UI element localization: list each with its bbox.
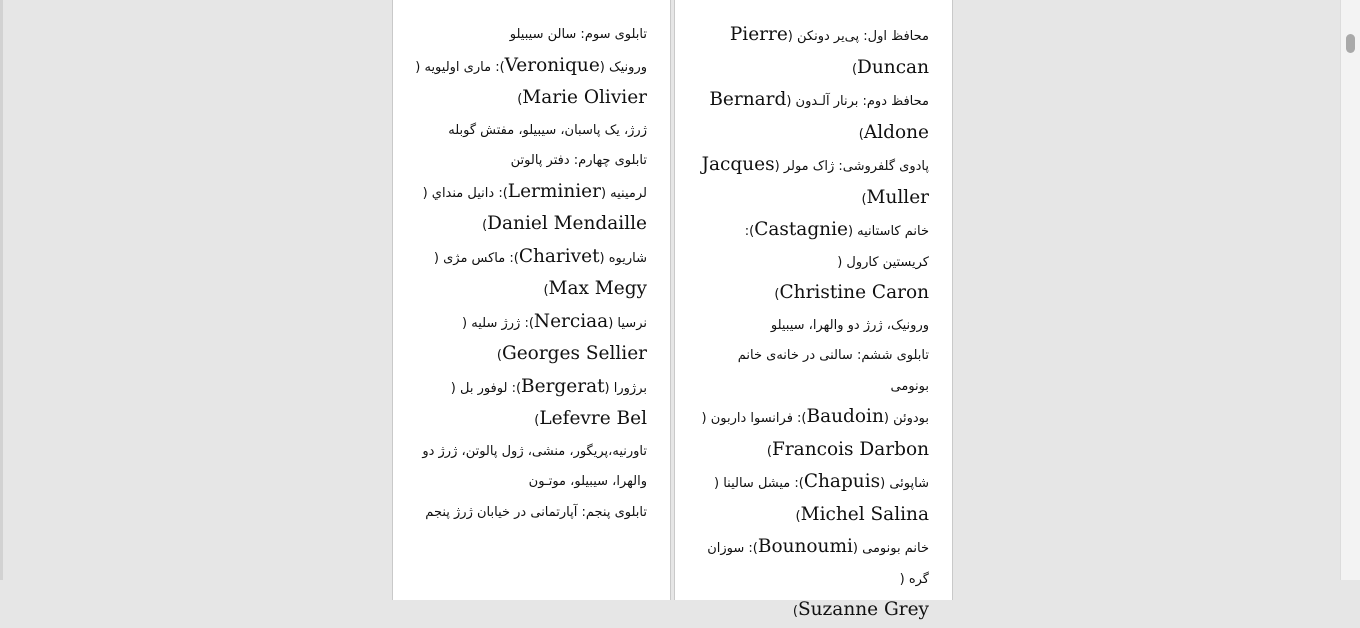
persian-text: ): ماکس مژی ( <box>433 250 519 266</box>
text-line <box>699 500 929 533</box>
persian-text: تابلوی پنجم: آپارتمانی در خیابان ژرژ پنجم <box>425 504 647 520</box>
latin-name: Lerminier <box>507 180 601 202</box>
persian-text: برژورا ( <box>604 380 647 396</box>
text-column-left <box>407 20 647 528</box>
persian-text: ): ژرژ سلیه ( <box>462 315 534 331</box>
text-line <box>407 20 647 51</box>
persian-text: ): فرانسوا داربون ( <box>701 411 807 426</box>
text-line <box>407 404 647 437</box>
text-column-right <box>699 20 929 628</box>
text-line <box>407 116 647 147</box>
persian-text: ) <box>792 604 798 619</box>
text-line <box>699 85 929 150</box>
persian-text: محافظ دوم: برنار آلـدون ( <box>786 94 929 109</box>
latin-name: Chapuis <box>803 471 881 492</box>
persian-text: ): کریستین کارول ( <box>744 224 929 270</box>
persian-text: ) <box>774 287 780 302</box>
text-line <box>699 278 929 311</box>
text-line <box>699 341 929 402</box>
persian-text: ): دانیل منداي ( <box>422 185 508 201</box>
document-page-left <box>392 0 671 600</box>
latin-name: Marie Olivier <box>522 87 647 108</box>
text-line <box>407 209 647 242</box>
persian-text: ): لوفور بل ( <box>450 380 522 396</box>
latin-name: Jacques Muller <box>701 154 929 208</box>
document-page-right <box>674 0 953 620</box>
persian-text: ) <box>517 92 523 107</box>
latin-name: Bounoumi <box>757 536 853 557</box>
latin-name: Michel Salina <box>800 503 929 525</box>
text-line <box>407 437 647 498</box>
latin-name: Bergerat <box>521 375 605 397</box>
persian-text: لرمینیه ( <box>600 185 647 201</box>
text-line <box>407 274 647 307</box>
persian-text: تابلوی سوم: سالن سیبیلو <box>509 27 647 42</box>
latin-name: Daniel Mendaille <box>487 213 647 234</box>
latin-name: Christine Caron <box>779 282 929 303</box>
text-line <box>699 402 929 435</box>
latin-name: Charivet <box>518 245 600 267</box>
persian-text: ژرژ، یک پاسبان، سیبیلو، مفتش گوبله <box>448 122 647 138</box>
persian-text: ورونیک ( <box>599 59 647 75</box>
text-line <box>699 595 929 628</box>
latin-name: Max Megy <box>548 278 647 299</box>
persian-text: بودوئن ( <box>883 411 929 426</box>
window-edge <box>0 0 3 580</box>
persian-text: ) <box>851 61 858 77</box>
persian-text: ): سوزان گره ( <box>707 541 929 587</box>
persian-text: ورونیک، ژرژ دو والهرا، سیبیلو <box>770 317 929 333</box>
persian-text: نرسیا ( <box>608 315 647 331</box>
persian-text: ) <box>766 443 772 459</box>
text-line <box>699 532 929 595</box>
persian-text: پادوی گلفروشی: ژاک مولر ( <box>774 159 929 174</box>
persian-text: ) <box>861 191 867 207</box>
latin-name: Lefevre Bel <box>539 408 647 429</box>
scrollbar-thumb[interactable] <box>1346 34 1355 53</box>
latin-name: Castagnie <box>754 219 848 240</box>
latin-name: Francois Darbon <box>771 438 929 460</box>
text-line <box>699 467 929 500</box>
persian-text: ) <box>858 126 864 142</box>
latin-name: Bernard Aldone <box>709 89 929 143</box>
latin-name: Baudoin <box>806 406 884 427</box>
persian-text: تابلوی چهارم: دفتر پالوتن <box>510 153 647 168</box>
text-line <box>407 146 647 177</box>
latin-name: Nerciaa <box>533 310 609 332</box>
persian-text: محافظ اول: پی‌یر دونکن ( <box>787 29 929 44</box>
persian-text: ) <box>795 508 801 524</box>
latin-name: Pierre Duncan <box>729 24 929 78</box>
text-line <box>407 83 647 116</box>
latin-name: Georges Sellier <box>501 343 647 364</box>
text-line <box>699 311 929 342</box>
text-line <box>407 307 647 340</box>
persian-text: ): میشل سالینا ( <box>713 476 804 491</box>
persian-text: خانم بونومی ( <box>852 541 929 556</box>
persian-text: ) <box>534 413 540 428</box>
text-line <box>699 150 929 215</box>
text-line <box>407 372 647 405</box>
text-line <box>699 215 929 278</box>
text-line <box>407 498 647 529</box>
persian-text: ) <box>543 283 549 298</box>
persian-text: شاریوه ( <box>599 250 647 266</box>
text-line <box>699 20 929 85</box>
persian-text: تاورنیه،پریگور، منشی، ژول پالوتن، ژرژ دو والهرا، سیبیلو، موتـون <box>422 443 647 489</box>
text-line <box>407 177 647 210</box>
text-line <box>407 242 647 275</box>
text-line <box>407 51 647 84</box>
persian-text: ) <box>496 348 502 363</box>
vertical-scrollbar[interactable] <box>1340 0 1360 580</box>
latin-name: Suzanne Grey <box>797 599 929 620</box>
persian-text: شاپوئی ( <box>880 476 929 491</box>
persian-text: خانم کاستانیه ( <box>847 224 929 239</box>
persian-text: ): ماری اولیویه ( <box>415 59 505 75</box>
text-line <box>407 339 647 372</box>
latin-name: Veronique <box>504 54 600 76</box>
persian-text: تابلوی ششم: سالنی در خانه‌ی خانم بونومی <box>737 348 929 394</box>
persian-text: ) <box>482 218 488 233</box>
text-line <box>699 435 929 468</box>
